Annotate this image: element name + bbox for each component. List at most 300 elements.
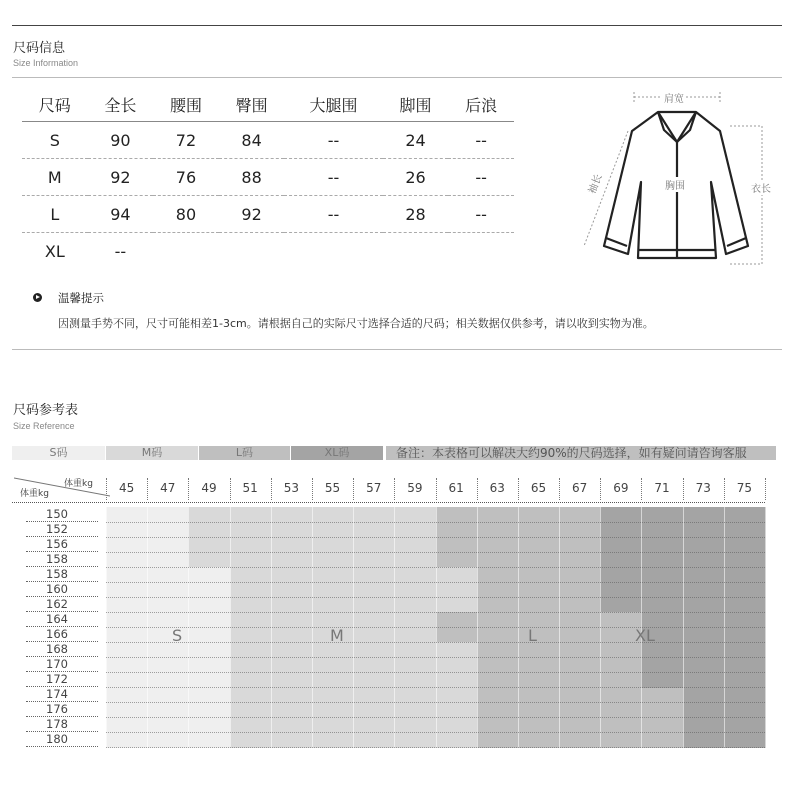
- height-row-header: 158: [26, 567, 98, 582]
- size-grid-cell: [394, 627, 436, 643]
- size-grid-cell: [394, 612, 436, 628]
- grid-row-divider: [106, 657, 765, 658]
- size-grid-cell: [641, 703, 683, 719]
- size-grid-cell: [394, 658, 436, 674]
- size-grid-cell: [230, 733, 272, 749]
- size-info-cell: [448, 233, 514, 270]
- size-grid-cell: [683, 582, 725, 598]
- size-info-cell: 84: [219, 122, 285, 159]
- size-info-title: 尺码信息: [13, 41, 66, 56]
- size-grid-cell: [477, 642, 519, 658]
- size-grid-cell: [230, 507, 272, 523]
- size-info-cell: 80: [153, 196, 219, 233]
- size-info-col-header: 后浪: [448, 88, 514, 122]
- size-grid-cell: [641, 537, 683, 553]
- size-info-divider: [12, 77, 782, 78]
- size-grid-cell: [683, 718, 725, 734]
- size-grid-cell: [106, 673, 148, 689]
- size-grid-cell: [188, 582, 230, 598]
- grid-col-divider: [765, 507, 766, 748]
- size-grid-cell: [518, 507, 560, 523]
- height-row-header: 164: [26, 612, 98, 627]
- size-info-cell: --: [284, 159, 382, 196]
- size-grid-cell: [271, 567, 313, 583]
- size-grid-cell: [600, 537, 642, 553]
- size-grid-cell: [147, 642, 189, 658]
- weight-col-header: 65: [530, 481, 547, 495]
- size-grid-cell: [147, 552, 189, 568]
- size-grid-cell: [600, 703, 642, 719]
- grid-row-divider: [106, 582, 765, 583]
- size-info-subtitle: Size Information: [13, 58, 79, 68]
- height-row-header: 150: [26, 507, 98, 522]
- size-grid-cell: [641, 688, 683, 704]
- size-grid-cell: [188, 567, 230, 583]
- size-grid-cell: [230, 612, 272, 628]
- size-grid-cell: [518, 582, 560, 598]
- size-grid-cell: [724, 567, 766, 583]
- size-info-cell: --: [284, 196, 382, 233]
- size-grid-cell: [436, 658, 478, 674]
- size-grid-cell: [436, 597, 478, 613]
- size-info-col-header: 大腿围: [284, 88, 382, 122]
- size-grid-cell: [271, 658, 313, 674]
- size-info-row: [22, 196, 514, 233]
- header-col-divider: [353, 478, 354, 500]
- header-col-divider: [518, 478, 519, 500]
- size-grid-cell: [106, 733, 148, 749]
- weight-col-header: 73: [695, 481, 711, 495]
- weight-col-header: 59: [407, 481, 423, 495]
- size-grid-cell: [477, 658, 519, 674]
- size-grid-cell: [518, 658, 560, 674]
- grid-row-divider: [106, 672, 765, 673]
- size-grid-cell: [559, 507, 601, 523]
- diagram-label-length: 衣长: [751, 180, 771, 195]
- height-row-header: 168: [26, 642, 98, 657]
- tip-text: 因测量手势不同，尺寸可能相差1-3cm。请根据自己的实际尺寸选择合适的尺码；相关数据仅供参考，请以收到实物为准。: [58, 317, 654, 330]
- size-info-cell: 24: [383, 122, 449, 159]
- size-grid-cell: [394, 718, 436, 734]
- size-grid-cell: [477, 597, 519, 613]
- size-grid-cell: [724, 642, 766, 658]
- size-grid-cell: [683, 642, 725, 658]
- size-grid-cell: [477, 627, 519, 643]
- size-grid-cell: [477, 612, 519, 628]
- size-grid-cell: [559, 733, 601, 749]
- size-grid-cell: [147, 567, 189, 583]
- size-grid-cell: [147, 688, 189, 704]
- size-grid-cell: [312, 507, 354, 523]
- size-grid-cell: [477, 582, 519, 598]
- size-grid-cell: [683, 522, 725, 538]
- size-grid-cell: [683, 703, 725, 719]
- size-info-col-header: 腰围: [153, 88, 219, 122]
- region-label-s: S: [172, 626, 183, 645]
- grid-row-divider: [106, 642, 765, 643]
- height-row-header: 180: [26, 732, 98, 747]
- size-grid-cell: [724, 537, 766, 553]
- size-grid-cell: [230, 688, 272, 704]
- size-info-cell: --: [448, 159, 514, 196]
- grid-row-divider: [106, 732, 765, 733]
- size-grid-cell: [600, 567, 642, 583]
- size-grid-cell: [477, 673, 519, 689]
- weight-col-header: 63: [489, 481, 505, 495]
- size-grid-cell: [271, 718, 313, 734]
- size-reference-note: 备注：本表格可以解决大约90%的尺码选择，如有疑问请咨询客服: [386, 446, 776, 460]
- size-grid-cell: [436, 642, 478, 658]
- header-col-divider: [312, 478, 313, 500]
- size-grid-cell: [683, 537, 725, 553]
- grid-row-divider: [106, 612, 765, 613]
- height-row-header: 156: [26, 537, 98, 552]
- size-grid-cell: [477, 522, 519, 538]
- size-info-table: [22, 88, 514, 269]
- size-grid-cell: [559, 522, 601, 538]
- height-row-header: 172: [26, 672, 98, 687]
- size-info-cell: 90: [88, 122, 154, 159]
- size-info-cell: 28: [383, 196, 449, 233]
- size-grid-cell: [559, 552, 601, 568]
- size-info-row: [22, 159, 514, 196]
- size-grid-cell: [559, 658, 601, 674]
- size-grid-cell: [641, 567, 683, 583]
- size-info-cell: M: [22, 159, 88, 196]
- diagram-label-shoulder: 肩宽: [662, 90, 686, 105]
- size-grid-cell: [147, 507, 189, 523]
- size-grid-cell: [106, 582, 148, 598]
- size-grid-cell: [518, 718, 560, 734]
- height-row-header: 160: [26, 582, 98, 597]
- size-info-cell: L: [22, 196, 88, 233]
- size-grid-cell: [147, 597, 189, 613]
- header-col-divider: [271, 478, 272, 500]
- region-label-l: L: [528, 626, 537, 645]
- size-grid-cell: [147, 733, 189, 749]
- size-grid-cell: [394, 688, 436, 704]
- corner-label-top: 体重kg: [64, 479, 93, 489]
- size-grid-cell: [724, 582, 766, 598]
- size-grid-cell: [106, 507, 148, 523]
- weight-col-header: 61: [448, 481, 464, 495]
- weight-col-header: 47: [160, 481, 176, 495]
- size-grid-cell: [106, 522, 148, 538]
- size-grid-cell: [683, 733, 725, 749]
- size-grid-cell: [436, 522, 478, 538]
- size-grid-cell: [106, 537, 148, 553]
- size-grid-cell: [147, 537, 189, 553]
- grid-row-divider: [106, 717, 765, 718]
- size-grid-cell: [271, 537, 313, 553]
- size-grid-cell: [353, 552, 395, 568]
- size-grid-cell: [683, 658, 725, 674]
- size-grid-cell: [641, 597, 683, 613]
- size-grid-cell: [724, 733, 766, 749]
- size-info-col-header: 全长: [88, 88, 154, 122]
- size-grid-cell: [106, 718, 148, 734]
- header-col-divider: [477, 478, 478, 500]
- size-grid-cell: [394, 703, 436, 719]
- size-grid-cell: [641, 507, 683, 523]
- height-row-header: 178: [26, 717, 98, 732]
- size-grid-cell: [641, 552, 683, 568]
- size-grid-cell: [600, 673, 642, 689]
- weight-col-header: 71: [654, 481, 670, 495]
- weight-col-header: 67: [572, 481, 588, 495]
- size-info-row: [22, 233, 514, 270]
- size-grid-cell: [353, 673, 395, 689]
- size-grid-cell: [477, 537, 519, 553]
- size-grid-cell: [188, 658, 230, 674]
- size-info-cell: [153, 233, 219, 270]
- size-grid-cell: [188, 597, 230, 613]
- size-grid-cell: [683, 673, 725, 689]
- size-grid-cell: [436, 567, 478, 583]
- size-grid-cell: [312, 673, 354, 689]
- size-info-cell: 76: [153, 159, 219, 196]
- size-info-cell: 88: [219, 159, 285, 196]
- size-info-cell: --: [448, 196, 514, 233]
- header-col-divider: [724, 478, 725, 500]
- size-grid-cell: [188, 612, 230, 628]
- size-grid-cell: [312, 597, 354, 613]
- weight-col-header: 69: [613, 481, 629, 495]
- size-grid-cell: [518, 612, 560, 628]
- size-grid-cell: [353, 642, 395, 658]
- size-grid-cell: [230, 703, 272, 719]
- legend-s-swatch: S码: [12, 446, 105, 460]
- size-grid-cell: [600, 597, 642, 613]
- size-grid-cell: [188, 733, 230, 749]
- size-grid-cell: [188, 718, 230, 734]
- size-reference-title: 尺码参考表: [13, 403, 79, 418]
- size-grid-cell: [271, 673, 313, 689]
- size-grid-cell: [724, 522, 766, 538]
- size-grid-cell: [600, 522, 642, 538]
- size-grid-cell: [106, 627, 148, 643]
- size-grid-cell: [394, 522, 436, 538]
- size-grid-cell: [106, 658, 148, 674]
- legend-m-swatch: M码: [106, 446, 198, 460]
- size-info-cell: [219, 233, 285, 270]
- size-grid-cell: [518, 642, 560, 658]
- size-info-col-header: 尺码: [22, 88, 88, 122]
- size-reference-subtitle: Size Reference: [13, 421, 75, 431]
- weight-col-header: 49: [201, 481, 217, 495]
- size-grid-cell: [353, 718, 395, 734]
- size-grid-cell: [353, 688, 395, 704]
- size-grid-cell: [724, 673, 766, 689]
- size-grid-cell: [147, 522, 189, 538]
- size-grid-cell: [312, 733, 354, 749]
- size-grid-cell: [394, 597, 436, 613]
- size-info-cell: XL: [44, 241, 65, 261]
- size-grid-cell: [271, 597, 313, 613]
- size-grid-cell: [477, 507, 519, 523]
- size-grid-cell: [188, 688, 230, 704]
- size-grid-cell: [106, 642, 148, 658]
- header-divider: [12, 502, 765, 503]
- size-grid-cell: [724, 718, 766, 734]
- size-info-cell: 94: [88, 196, 154, 233]
- size-grid-cell: [559, 597, 601, 613]
- size-grid-cell: [230, 552, 272, 568]
- size-grid-cell: [353, 658, 395, 674]
- size-grid-cell: [353, 537, 395, 553]
- size-grid-cell: [271, 612, 313, 628]
- size-grid-cell: [147, 703, 189, 719]
- size-info-cell: 92: [219, 196, 285, 233]
- size-grid-cell: [559, 567, 601, 583]
- size-grid-cell: [188, 522, 230, 538]
- size-grid-cell: [436, 627, 478, 643]
- size-info-cell: [383, 233, 449, 270]
- height-row-header: 162: [26, 597, 98, 612]
- size-grid-cell: [312, 688, 354, 704]
- size-grid-cell: [683, 597, 725, 613]
- size-grid-cell: [271, 642, 313, 658]
- region-label-m: M: [330, 626, 344, 645]
- size-grid-cell: [106, 597, 148, 613]
- size-grid-cell: [353, 597, 395, 613]
- header-col-divider: [230, 478, 231, 500]
- size-grid-cell: [436, 718, 478, 734]
- header-col-divider: [106, 478, 107, 500]
- header-col-divider: [600, 478, 601, 500]
- size-grid-cell: [559, 627, 601, 643]
- size-grid-cell: [518, 522, 560, 538]
- grid-row-divider: [106, 537, 765, 538]
- size-grid-cell: [188, 507, 230, 523]
- size-grid-cell: [188, 703, 230, 719]
- grid-row-divider: [106, 567, 765, 568]
- size-grid-cell: [271, 733, 313, 749]
- size-grid-cell: [600, 552, 642, 568]
- size-info-col-header: 臀围: [219, 88, 285, 122]
- size-grid-cell: [230, 627, 272, 643]
- size-grid-cell: [230, 658, 272, 674]
- size-grid-cell: [477, 567, 519, 583]
- weight-col-header: 55: [324, 481, 341, 495]
- size-info-cell: [284, 233, 382, 270]
- size-grid-cell: [394, 567, 436, 583]
- size-grid-cell: [394, 552, 436, 568]
- size-grid-cell: [559, 582, 601, 598]
- size-grid-cell: [394, 673, 436, 689]
- size-grid-cell: [724, 507, 766, 523]
- size-grid-cell: [559, 673, 601, 689]
- size-info-cell: S: [22, 122, 88, 159]
- size-grid-cell: [559, 537, 601, 553]
- size-grid-cell: [724, 627, 766, 643]
- size-grid-cell: [353, 627, 395, 643]
- weight-col-header: 57: [366, 481, 382, 495]
- size-grid-cell: [271, 582, 313, 598]
- header-col-divider: [394, 478, 395, 500]
- size-grid-cell: [436, 688, 478, 704]
- header-col-divider: [641, 478, 642, 500]
- size-grid-cell: [724, 552, 766, 568]
- size-grid-cell: [559, 642, 601, 658]
- size-grid-cell: [436, 552, 478, 568]
- size-grid-cell: [477, 552, 519, 568]
- size-grid-cell: [230, 718, 272, 734]
- size-grid-cell: [518, 733, 560, 749]
- region-label-xl: XL: [635, 626, 655, 645]
- size-info-col-header: 脚围: [383, 88, 449, 122]
- size-grid-cell: [353, 582, 395, 598]
- size-grid-cell: [147, 582, 189, 598]
- size-grid-cell: [436, 582, 478, 598]
- grid-row-divider: [106, 627, 765, 628]
- legend-l-swatch: L码: [199, 446, 290, 460]
- size-grid-cell: [683, 627, 725, 643]
- size-grid-cell: [312, 718, 354, 734]
- size-grid-cell: [271, 627, 313, 643]
- height-row-header: 166: [26, 627, 98, 642]
- size-grid-cell: [559, 688, 601, 704]
- size-grid-cell: [641, 522, 683, 538]
- size-grid-cell: [312, 537, 354, 553]
- size-grid-cell: [353, 522, 395, 538]
- size-grid-cell: [436, 537, 478, 553]
- size-grid-cell: [683, 507, 725, 523]
- size-grid-cell: [477, 718, 519, 734]
- size-grid-cell: [106, 612, 148, 628]
- size-grid-cell: [600, 507, 642, 523]
- size-grid-cell: [518, 673, 560, 689]
- size-grid-cell: [312, 703, 354, 719]
- size-grid-cell: [683, 612, 725, 628]
- weight-col-header: 45: [118, 481, 135, 495]
- grid-row-divider: [106, 687, 765, 688]
- size-grid-cell: [271, 688, 313, 704]
- size-grid-cell: [394, 537, 436, 553]
- header-col-divider: [188, 478, 189, 500]
- size-grid-cell: [230, 582, 272, 598]
- size-grid-cell: [312, 552, 354, 568]
- size-grid-cell: [724, 612, 766, 628]
- height-row-header: 170: [26, 657, 98, 672]
- grid-row-divider: [106, 552, 765, 553]
- size-grid-cell: [188, 642, 230, 658]
- size-grid-cell: [518, 597, 560, 613]
- size-info-cell: --: [284, 122, 382, 159]
- size-grid-cell: [353, 507, 395, 523]
- size-grid-cell: [559, 703, 601, 719]
- size-grid-cell: [641, 718, 683, 734]
- size-grid-cell: [394, 642, 436, 658]
- size-grid-cell: [394, 733, 436, 749]
- size-grid-cell: [230, 673, 272, 689]
- header-col-divider: [147, 478, 148, 500]
- size-grid-cell: [559, 718, 601, 734]
- size-grid-cell: [188, 537, 230, 553]
- diagram-label-chest: 胸围: [664, 177, 686, 192]
- size-grid-cell: [683, 688, 725, 704]
- size-grid-cell: [353, 567, 395, 583]
- size-grid-cell: [147, 658, 189, 674]
- size-grid-cell: [518, 567, 560, 583]
- header-col-divider: [436, 478, 437, 500]
- size-grid-cell: [312, 522, 354, 538]
- size-grid-cell: [312, 567, 354, 583]
- size-grid-cell: [147, 627, 189, 643]
- size-grid-cell: [230, 567, 272, 583]
- size-grid-cell: [106, 688, 148, 704]
- size-grid-cell: [106, 552, 148, 568]
